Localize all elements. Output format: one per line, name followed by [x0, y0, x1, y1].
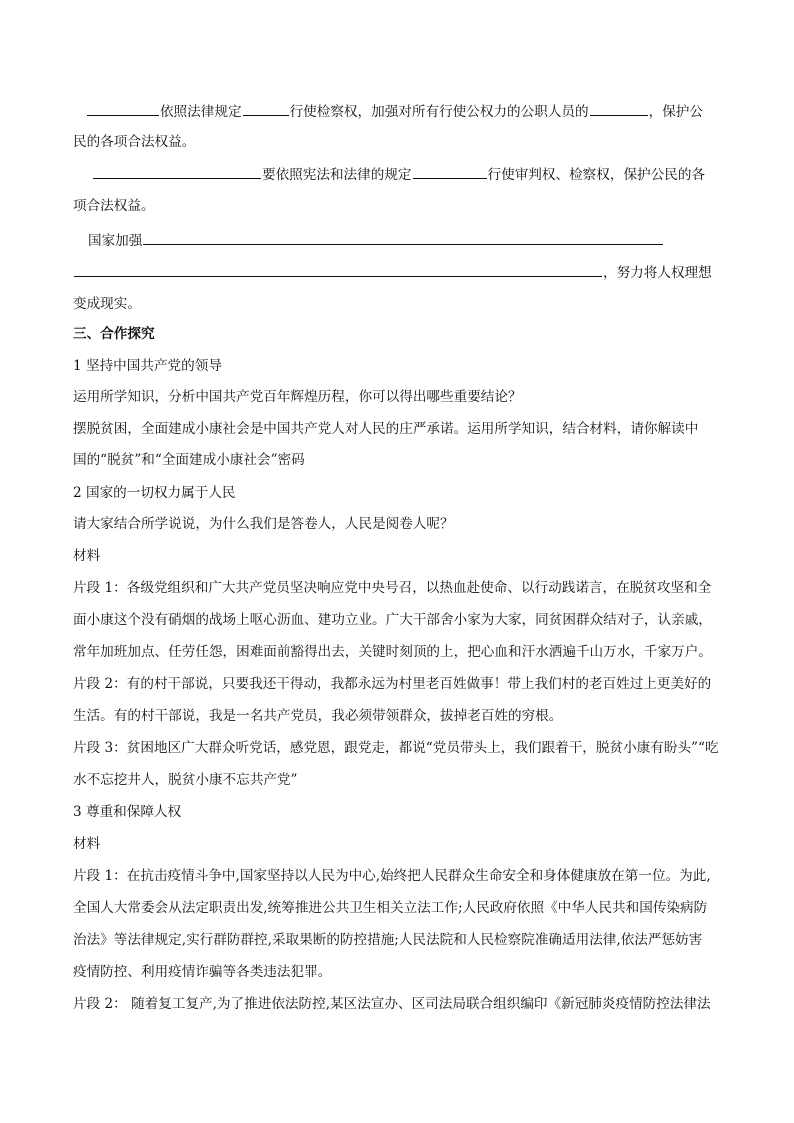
topic-title: 1 坚持中国共产党的领导	[73, 358, 222, 374]
fill-blank-line	[73, 196, 733, 216]
material-text: 面小康这个没有硝烟的战场上呕心沥血、建功立业。广大干部舍小家为大家，同贫困群众结对子，认亲戚，	[73, 612, 712, 628]
material-text: 片段 2： 随着复工复产,为了推进依法防控,某区法宣办、区司法局联合组织编印《新冠肺炎疫情防控法律法	[73, 996, 711, 1012]
fill-blank-line	[88, 230, 748, 251]
material-label: 材料	[73, 836, 101, 852]
material-text: 全国人大常委会从法定职责出发,统筹推进公共卫生相关立法工作;人民政府依照《中华人民共和国传染病防	[73, 900, 708, 916]
fill-blank-line	[92, 164, 752, 185]
material-text: 生活。有的村干部说，我是一名共产党员，我必须带领群众，拔掉老百姓的穷根。	[73, 708, 563, 724]
answer-blank[interactable]	[413, 164, 487, 179]
material-text: 片段 1：各级党组织和广大共产党员坚决响应党中央号召，以热血赴使命、以行动践诺言，在脱贫攻坚和全	[73, 580, 712, 596]
material-text: 片段 1：在抗击疫情斗争中,国家坚持以人民为中心,始终把人民群众生命安全和身体健康放在第一位。为此,	[73, 868, 711, 884]
blank-text: 民的各项合法权益。	[73, 134, 196, 150]
section-heading: 三、合作探究	[73, 326, 155, 342]
question-text: 请大家结合所学说说，为什么我们是答卷人，人民是阅卷人呢？	[73, 516, 454, 532]
fill-blank-line	[73, 132, 733, 152]
blank-text: 要依照宪法和法律的规定	[262, 167, 412, 183]
material-text: 水不忘挖井人，脱贫小康不忘共产党”	[73, 772, 298, 788]
material-text: 疫情防控、利用疫情诈骗等各类违法犯罪。	[73, 964, 332, 980]
answer-blank[interactable]	[243, 101, 289, 116]
question-text: 摆脱贫困，全面建成小康社会是中国共产党人对人民的庄严承诺。运用所学知识，结合材料，请你解读中	[73, 421, 699, 437]
material-text: 片段 2：有的村干部说，只要我还干得动，我都永远为村里老百姓做事！带上我们村的老百姓过上更美好的	[73, 676, 712, 692]
blank-text: 变成现实。	[73, 296, 141, 312]
answer-blank[interactable]	[590, 101, 648, 116]
fill-blank-line	[86, 101, 746, 122]
answer-blank[interactable]	[93, 164, 261, 179]
topic-title: 3 尊重和保障人权	[73, 804, 182, 820]
blank-text: 依照法律规定	[160, 104, 242, 120]
blank-text: 行使检察权，加强对所有行使公权力的公职人员的	[289, 104, 589, 120]
fill-blank-line	[73, 262, 733, 283]
blank-text: 项合法权益。	[73, 198, 155, 214]
material-text: 片段 3：贫困地区广大群众听党话，感党恩，跟党走，都说“党员带头上，我们跟着干，脱贫小康有盼头”“吃	[73, 740, 719, 756]
answer-blank[interactable]	[87, 101, 159, 116]
material-text: 常年加班加点、任劳任怨，困难面前豁得出去，关键时刻顶的上，把心血和汗水洒遍千山万水，千家万户。	[73, 644, 712, 660]
material-label: 材料	[73, 548, 101, 564]
question-text: 运用所学知识，分析中国共产党百年辉煌历程，你可以得出哪些重要结论？	[73, 389, 522, 405]
material-text: 治法》等法律规定,实行群防群控,采取果断的防控措施;人民法院和人民检察院准确适用法律,依法严惩妨害	[73, 932, 703, 948]
blank-text: 国家加强	[88, 233, 143, 249]
answer-blank[interactable]	[143, 230, 663, 245]
topic-title: 2 国家的一切权力属于人民	[73, 485, 236, 501]
blank-text: 行使审判权、检察权，保护公民的各	[487, 167, 706, 183]
answer-blank[interactable]	[74, 262, 602, 277]
blank-text: ，保护公	[648, 104, 703, 120]
fill-blank-line	[73, 294, 733, 314]
blank-text: ，努力将人权理想	[603, 265, 712, 281]
question-text: 国的“脱贫”和“全面建成小康社会”密码	[73, 452, 305, 468]
